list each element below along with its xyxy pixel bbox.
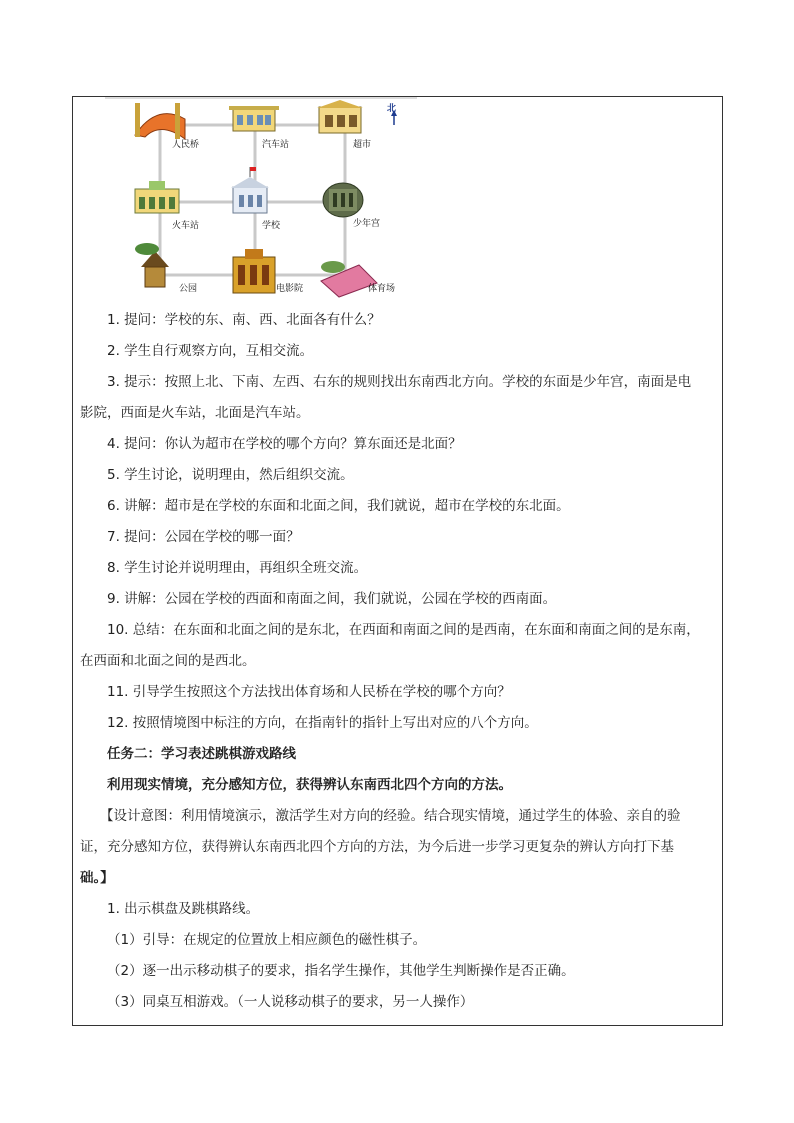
text-line: （3）同桌互相游戏。（一人说移动棋子的要求，另一人操作） (107, 994, 474, 1010)
text-line: 4. 提问：你认为超市在学校的哪个方向？算东面还是北面？ (107, 436, 462, 452)
text-line: 7. 提问：公园在学校的哪一面？ (107, 529, 300, 545)
label-youth-palace: 少年宫 (353, 219, 381, 229)
text-line: 8. 学生讨论并说明理由，再组织全班交流。 (107, 560, 368, 576)
north-label: 北 (387, 104, 397, 114)
label-cinema: 电影院 (276, 284, 304, 294)
text-line: 11. 引导学生按照这个方法找出体育场和人民桥在学校的哪个方向？ (107, 684, 511, 700)
text-line: （1）引导：在规定的位置放上相应颜色的磁性棋子。 (107, 932, 427, 948)
text-line: 12. 按照情境图中标注的方向，在指南针的指针上写出对应的八个方向。 (107, 715, 538, 731)
map-drawing (105, 97, 417, 300)
train-station-icon (135, 181, 179, 213)
supermarket-icon (317, 100, 363, 133)
direction-map (105, 97, 417, 300)
school-icon (231, 167, 269, 213)
label-park: 公园 (179, 284, 198, 294)
design-intent-line: 础。】 (80, 870, 114, 886)
text-line: 6. 讲解：超市是在学校的东面和北面之间，我们就说，超市在学校的东北面。 (107, 498, 570, 514)
text-line: 10. 总结：在东面和北面之间的是东北，在西面和南面之间的是西南，在东面和南面之间的是东南， (107, 622, 700, 638)
text-line: 1. 提问：学校的东、南、西、北面各有什么？ (107, 312, 381, 328)
label-train-station: 火车站 (172, 221, 200, 231)
design-intent-line: 【设计意图：利用情境演示，激活学生对方向的经验。结合现实情境，通过学生的体验、亲自的验 (100, 808, 681, 824)
cinema-icon (233, 249, 275, 293)
task-goal: 利用现实情境，充分感知方位，获得辨认东南西北四个方向的方法。 (107, 777, 512, 793)
park-icon (135, 243, 169, 287)
text-line: 1. 出示棋盘及跳棋路线。 (107, 901, 260, 917)
text-line: 3. 提示：按照上北、下南、左西、右东的规则找出东南西北方向。学校的东面是少年宫，南面是电 (107, 374, 692, 390)
text-line: 5. 学生讨论，说明理由，然后组织交流。 (107, 467, 354, 483)
label-supermarket: 超市 (353, 140, 372, 150)
design-intent-line: 证，充分感知方位，获得辨认东南西北四个方向的方法，为今后进一步学习更复杂的辨认方向打下基 (80, 839, 674, 855)
task-heading: 任务二：学习表述跳棋游戏路线 (107, 746, 296, 762)
youth-palace-icon (323, 183, 363, 217)
text-line: 9. 讲解：公园在学校的西面和南面之间，我们就说，公园在学校的西南面。 (107, 591, 557, 607)
label-renmin-bridge: 人民桥 (172, 140, 200, 150)
label-stadium: 体育场 (368, 284, 396, 294)
label-school: 学校 (262, 221, 281, 231)
text-line: （2）逐一出示移动棋子的要求，指名学生操作，其他学生判断操作是否正确。 (107, 963, 575, 979)
text-line: 在西面和北面之间的是西北。 (80, 653, 256, 669)
text-line: 影院，西面是火车站，北面是汽车站。 (80, 405, 310, 421)
text-line: 2. 学生自行观察方向，互相交流。 (107, 343, 314, 359)
label-bus-station: 汽车站 (262, 140, 290, 150)
bus-station-icon (229, 106, 279, 131)
